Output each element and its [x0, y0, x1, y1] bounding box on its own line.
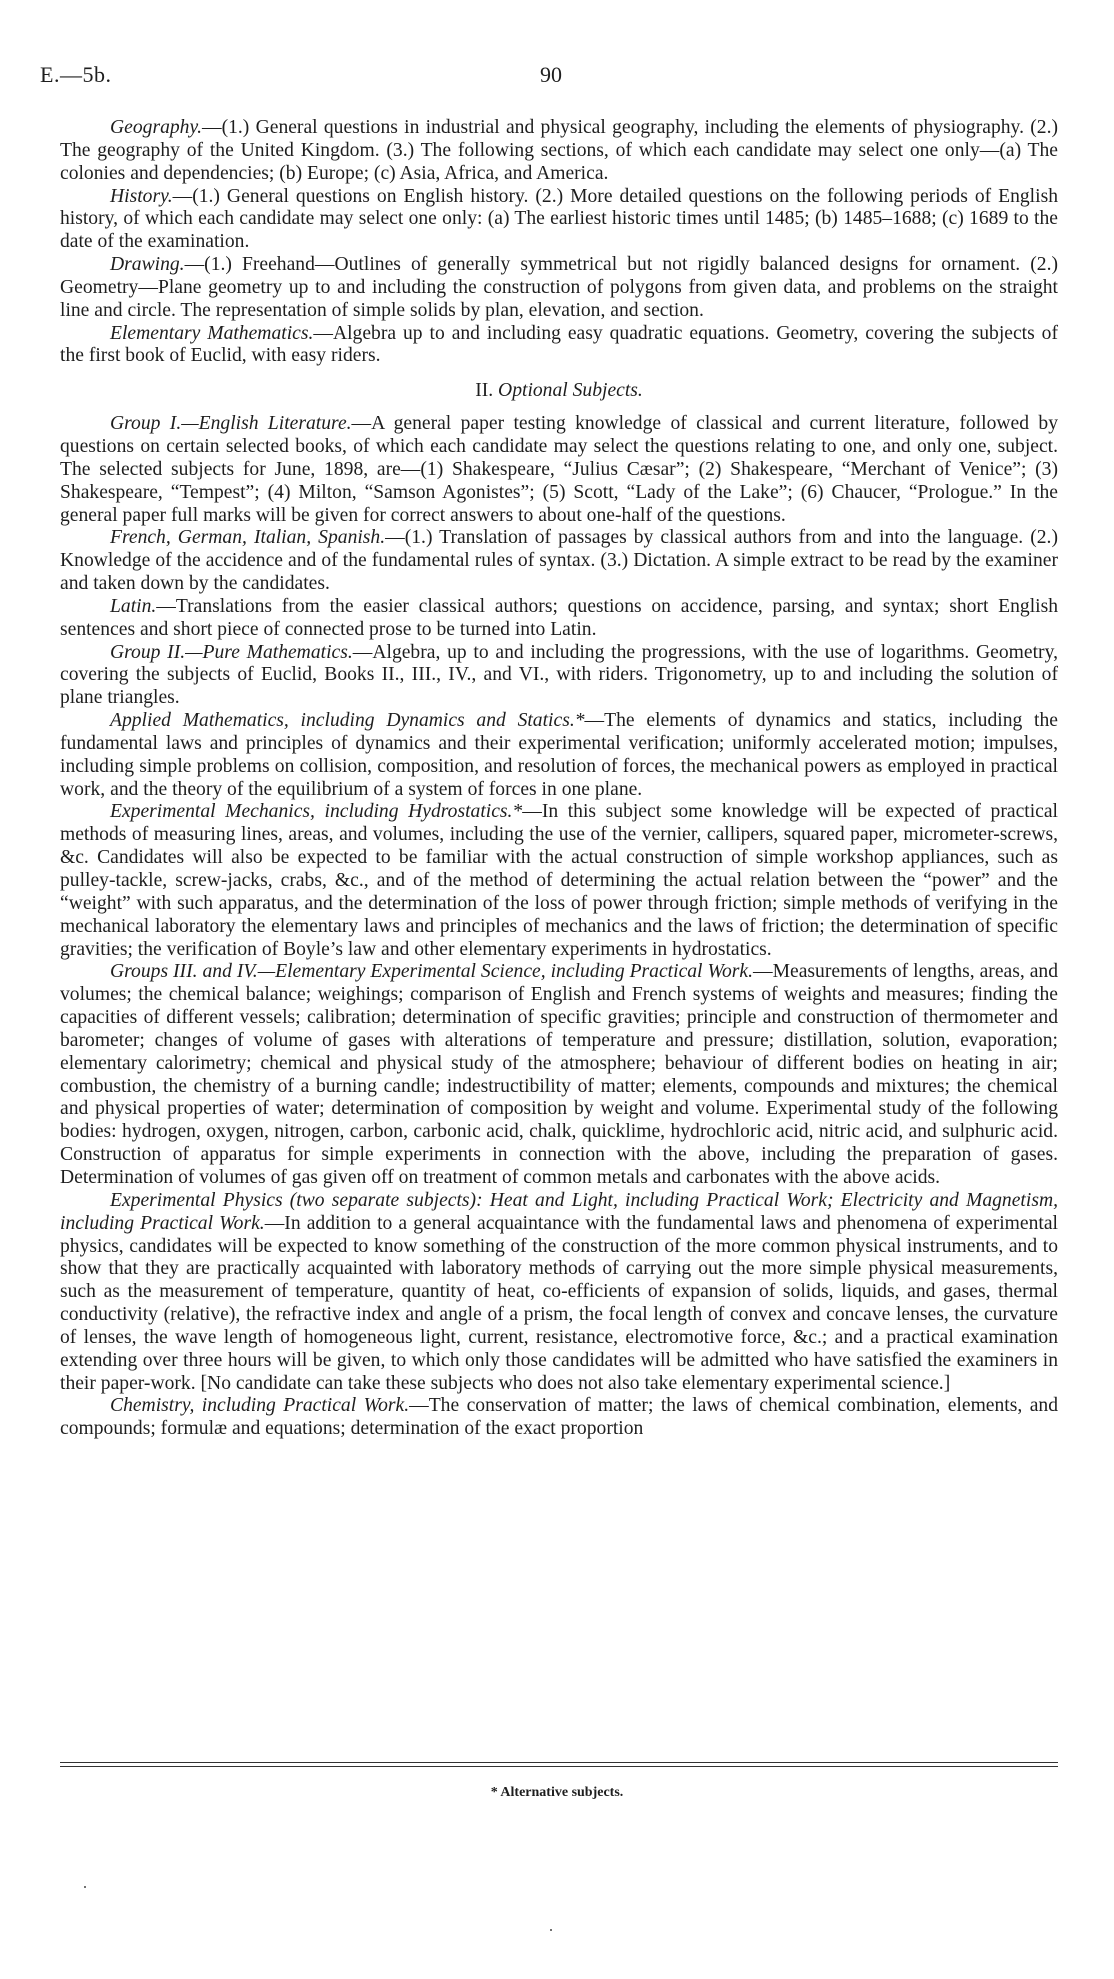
paragraph-pure-mathematics: Group II.—Pure Mathematics.—Algebra, up to and including the progressions, with the use of logarithms. Geometry, covering the subjects of Euclid, Books II., III., IV., and VI., with riders. Trigonometry, up to and including the solution of plane triangles.: [60, 641, 1059, 709]
scan-speck: [84, 1886, 86, 1888]
footnote-rule-bottom: [60, 1766, 1058, 1767]
paragraph-applied-mathematics: Applied Mathematics, including Dynamics and Statics.*—The elements of dynamics and statics, including the fundamental laws and principles of dynamics and their experimental verification; uniformly accelerated motion; impulses, including simple problems on collision, composition, and resolution of forces, the mechanical powers as employed in practical work, and the theory of the equilibrium of a system of forces in one plane.: [60, 710, 1058, 800]
paragraph-experimental-science: Groups III. and IV.—Elementary Experimental Science, including Practical Work.—Measurements of lengths, areas, and volumes; the chemical balance; weighings; comparison of English and French systems of weights and measures; finding the capacities of different vessels; calibration; determination of specific gravities; principle and construction of thermometer and barometer; changes of volume of gases with alterations of temperature and pressure; distillation, solution, evaporation; elementary calorimetry; chemical and physical study of the atmosphere; behaviour of different bodies on heating in air; combustion, the chemistry of a burning candle; indestructibility of matter; elements, compounds and mixtures; the chemical and physical properties of water; determination of composition by weight and volume. Experimental study of the following bodies: hydrogen, oxygen, nitrogen, carbon, carbonic acid, chalk, quicklime, hydrochloric acid, nitric acid, and sulphuric acid. Construction of apparatus for simple experiments in connection with the above, including the preparation of gases. Determination of volumes of gas given off on treatment of common metals and carbonates with the above acids.: [60, 961, 1058, 1188]
page-reference: E.—5b.: [40, 62, 112, 87]
paragraph-english-literature: Group I.—English Literature.—A general paper testing knowledge of classical and current literature, followed by questions on certain selected books, of which each candidate may select the questions relating to one, and only one, subject. The selected subjects for June, 1898, are—(1) Shakespeare, “Julius Cæsar”; (2) Shakespeare, “Merchant of Venice”; (3) Shakespeare, “Tempest”; (4) Milton, “Samson Agonistes”; (5) Scott, “Lady of the Lake”; (6) Chaucer, “Prologue.” In the general paper full marks will be given for correct answers to about one-half of the questions.: [60, 413, 1058, 526]
paragraph-elementary-mathematics: Elementary Mathematics.—Algebra up to and including easy quadratic equations. Geometry, covering the subjects of the first book of Euclid, with easy riders.: [60, 322, 1058, 367]
paragraph-modern-languages: French, German, Italian, Spanish.—(1.) Translation of passages by classical authors from and into the language. (2.) Knowledge of the accidence and of the fundamental rules of syntax. (3.) Dictation. A simple extract to be read by the examiner and taken down by the candidates.: [60, 527, 1058, 595]
scan-speck: [550, 1929, 552, 1931]
paragraph-geography: Geography.—(1.) General questions in industrial and physical geography, including the elements of physiography. (2.) The geography of the United Kingdom. (3.) The following sections, of which each candidate may select one only—(a) The colonies and dependencies; (b) Europe; (c) Asia, Africa, and America.: [60, 117, 1058, 184]
paragraph-experimental-physics: Experimental Physics (two separate subjects): Heat and Light, including Practical Work; Electricity and Magnetism, including Practical Work.—In addition to a general acquaintance with the fundamental laws and phenomena of experimental physics, candidates will be expected to know something of the construction of the more common physical instruments, and to show that they are practically acquainted with laboratory methods of carrying out the more simple physical measurements, such as the measurement of temperature, quantity of heat, co-efficients of expansion of solids, liquids, and gases, thermal conductivity (relative), the refractive index and angle of a prism, the focal length of convex and concave lenses, the curvature of lenses, the wave length of homogeneous light, current, resistance, electromotive force, &c.; and a practical examination extending over three hours will be given, to which only those candidates will be admitted who have satisfied the examiners in their paper-work. [No candidate can take these subjects who does not also take elementary experimental science.]: [60, 1189, 1058, 1394]
section-heading: II. Optional Subjects.: [475, 380, 643, 402]
paragraph-latin: Latin.—Translations from the easier classical authors; questions on accidence, parsing, and syntax; short English sentences and short piece of connected prose to be turned into Latin.: [60, 595, 1058, 640]
footnote-rule-top: [60, 1762, 1058, 1763]
document-body: [60, 117, 1058, 1441]
paragraph-experimental-mechanics: Experimental Mechanics, including Hydrostatics.*—In this subject some knowledge will be expected of practical methods of measuring lines, areas, and volumes, including the use of the vernier, callipers, squared paper, micrometer-screws, &c. Candidates will also be expected to be familiar with the actual construction of simple workshop appliances, such as pulley-tackle, screw-jacks, crabs, &c., and of the method of determining the actual relation between the “power” and the “weight” with such apparatus, and the determination of the loss of power through friction; simple methods of verifying in the mechanical laboratory the elementary laws and principles of mechanics and the laws of friction; the determination of specific gravities; the verification of Boyle’s law and other elementary experiments in hydrostatics.: [60, 801, 1058, 960]
paragraph-chemistry: Chemistry, including Practical Work.—The conservation of matter; the laws of chemical combination, elements, and compounds; formulæ and equations; determination of the exact proportion: [60, 1395, 1058, 1440]
paragraph-drawing: Drawing.—(1.) Freehand—Outlines of generally symmetrical but not rigidly balanced designs for ornament. (2.) Geometry—Plane geometry up to and including the construction of polygons from given data, and problems on the straight line and circle. The representation of simple solids by plan, elevation, and section.: [60, 254, 1058, 321]
page-number: 90: [540, 62, 562, 87]
paragraph-history: History.—(1.) General questions on English history. (2.) More detailed questions on the following periods of English history, of which each candidate may select one only: (a) The earliest historic times until 1485; (b) 1485–1688; (c) 1689 to the date of the examination.: [60, 185, 1058, 253]
footnote: * Alternative subjects.: [490, 1785, 624, 1800]
